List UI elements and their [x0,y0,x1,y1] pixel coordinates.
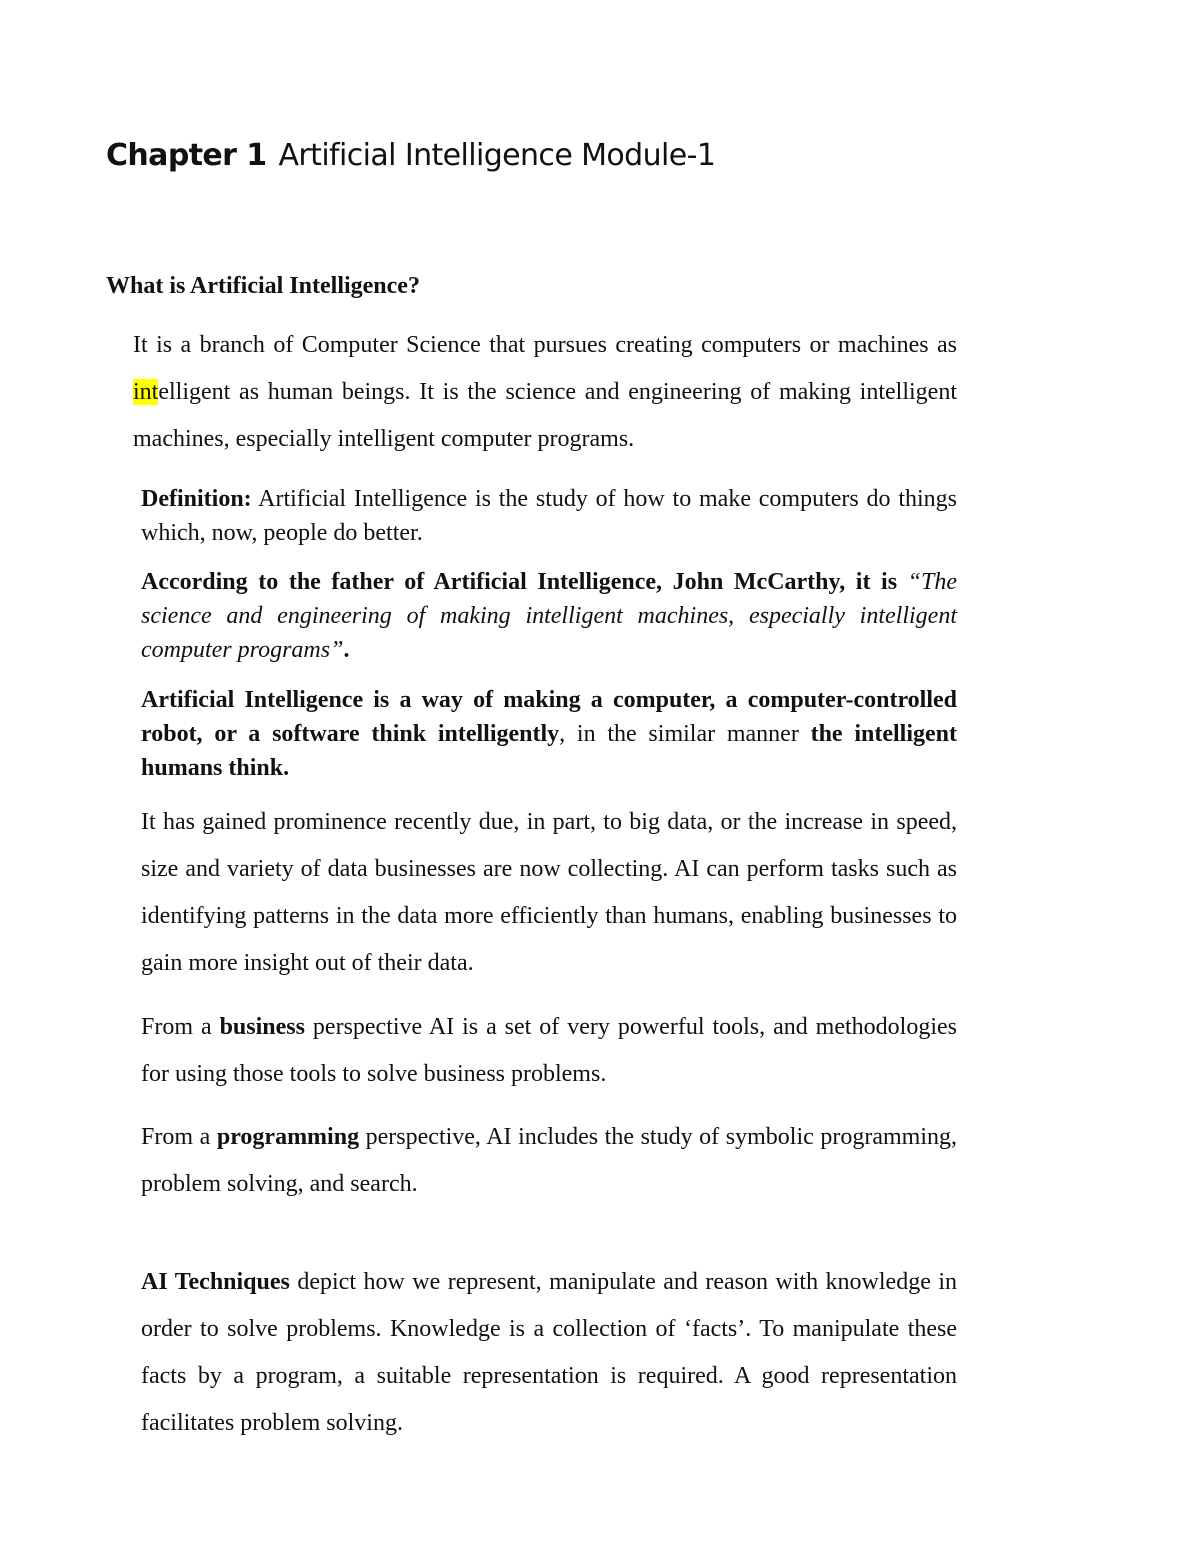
definition-label: Definition: [141,486,252,512]
programming-lead: From a [141,1124,217,1150]
section-heading: What is Artificial Intelligence? [106,273,420,299]
highlighted-text: int [133,379,159,405]
way-tail: the intelligent humans think. [141,721,958,781]
business-text: perspective AI is a set of very powerful tools, and methodologies for using those tools to solve business problems. [141,1014,957,1087]
business-paragraph [141,1004,957,1098]
mccarthy-lead: According to the father of Artificial Intelligence, John McCarthy, it is [141,569,908,595]
chapter-title [106,134,715,178]
business-keyword: business [219,1014,305,1040]
techniques-keyword: AI Techniques [141,1269,290,1295]
mccarthy-quote: “The science and engineering of making intelligent machines, especially intelligent computer programs” [141,569,957,663]
programming-text: perspective, AI includes the study of symbolic programming, problem solving, and search. [141,1124,957,1197]
way-emphasis: making a computer, a computer-controlled robot, or a software think intelligently [141,687,958,747]
techniques-text: depict how we represent, manipulate and reason with knowledge in order to solve problems. Knowledge is a collection of ‘facts’. To manipulate these facts by a program, a suitable representation is required. A good representation facilitates problem solving. [141,1269,957,1436]
intro-paragraph [133,322,957,463]
business-lead: From a [141,1014,220,1040]
chapter-heading-text: Artificial Intelligence Module-1 [278,138,716,173]
chapter-label: Chapter 1 [106,138,267,173]
programming-paragraph [141,1114,957,1208]
definition-text: Artificial Intelligence is the study of how to make computers do things which, now, people do better. [141,486,957,546]
mccarthy-paragraph [141,565,957,667]
programming-keyword: programming [216,1124,360,1150]
mccarthy-end: . [343,637,350,663]
intro-text-start: It is a branch of Computer Science that pursues creating computers or machines as [133,332,957,358]
way-middle: , in the similar manner [559,721,811,747]
way-lead: Artificial Intelligence is a way of [141,687,504,713]
way-paragraph [141,683,957,785]
intro-text-end: elligent as human beings. It is the science and engineering of making intelligent machines, especially intelligent computer programs. [133,379,957,452]
prominence-paragraph: It has gained prominence recently due, in part, to big data, or the increase in speed, size and variety of data businesses are now collecting. AI can perform tasks such as identifying patterns in the data more efficiently than humans, enabling businesses to gain more insight out of their data. [141,809,957,976]
definition-paragraph [141,482,957,550]
techniques-paragraph [141,1259,957,1447]
